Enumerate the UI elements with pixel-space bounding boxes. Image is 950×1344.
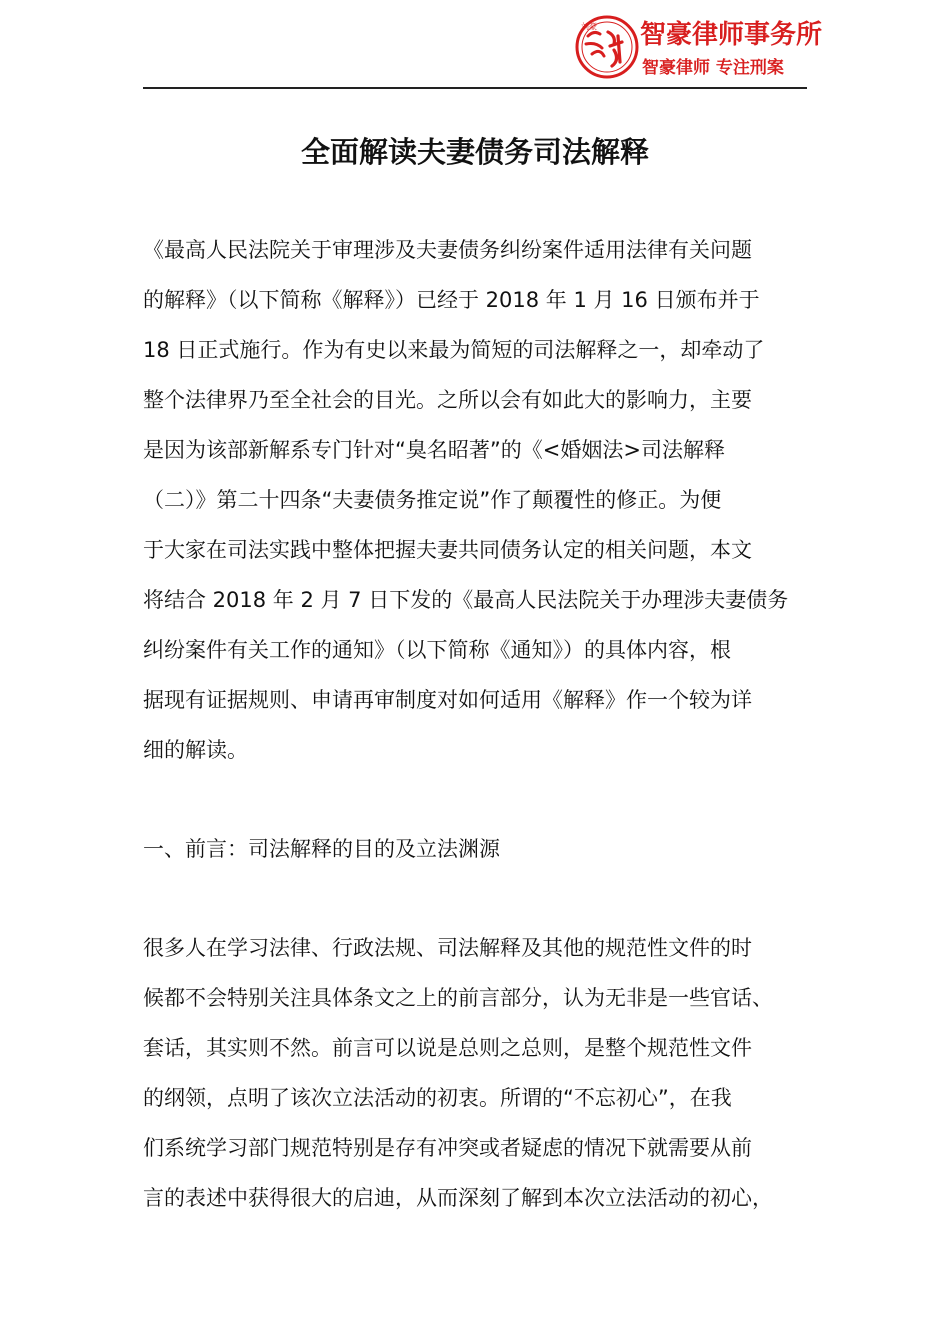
header-divider: [143, 87, 807, 89]
text-line: 的纲领，点明了该次立法活动的初衷。所谓的“不忘初心”，在我: [143, 1086, 732, 1110]
text-line: 于大家在司法实践中整体把握夫妻共同债务认定的相关问题，本文: [143, 538, 752, 562]
seal-text: 刘豪: [581, 22, 597, 31]
paragraph-preface: [143, 923, 807, 1223]
text-line: 据现有证据规则、申请再审制度对如何适用《解释》作一个较为详: [143, 688, 752, 712]
law-firm-seal-icon: [574, 14, 640, 80]
law-firm-name: 智豪律师事务所: [640, 20, 823, 50]
text-line: 们系统学习部门规范特别是存有冲突或者疑虑的情况下就需要从前: [143, 1136, 752, 1160]
text-line: 18 日正式施行。作为有史以来最为简短的司法解释之一，却牵动了: [143, 338, 765, 362]
text-line: （二）》第二十四条“夫妻债务推定说”作了颠覆性的修正。为便: [143, 488, 722, 512]
text-line: 候都不会特别关注具体条文之上的前言部分，认为无非是一些官话、: [143, 986, 773, 1010]
text-line: 很多人在学习法律、行政法规、司法解释及其他的规范性文件的时: [143, 936, 752, 960]
text-line: 是因为该部新解系专门针对“臭名昭著”的《<婚姻法>司法解释: [143, 438, 725, 462]
section-heading: [143, 824, 807, 874]
text-line: 《最高人民法院关于审理涉及夫妻债务纠纷案件适用法律有关问题: [143, 238, 752, 262]
text-line: 整个法律界乃至全社会的目光。之所以会有如此大的影响力，主要: [143, 388, 752, 412]
text-line: 细的解读。: [143, 738, 248, 762]
text-line: 的解释》（以下简称《解释》）已经于 2018 年 1 月 16 日颁布并于: [143, 288, 760, 312]
page-header: [0, 0, 950, 100]
document-title: 全面解读夫妻债务司法解释: [300, 135, 649, 169]
text-line: 套话，其实则不然。前言可以说是总则之总则，是整个规范性文件: [143, 1036, 752, 1060]
section-heading-text: 一、前言：司法解释的目的及立法渊源: [143, 837, 500, 861]
text-line: 纠纷案件有关工作的通知》（以下简称《通知》）的具体内容，根: [143, 638, 731, 662]
paragraph-intro: [143, 225, 807, 775]
law-firm-tagline: 智豪律师 专注刑案: [642, 58, 784, 78]
text-line: 言的表述中获得很大的启迪，从而深刻了解到本次立法活动的初心，: [143, 1186, 773, 1210]
text-line: 将结合 2018 年 2 月 7 日下发的《最高人民法院关于办理涉夫妻债务: [143, 588, 789, 612]
